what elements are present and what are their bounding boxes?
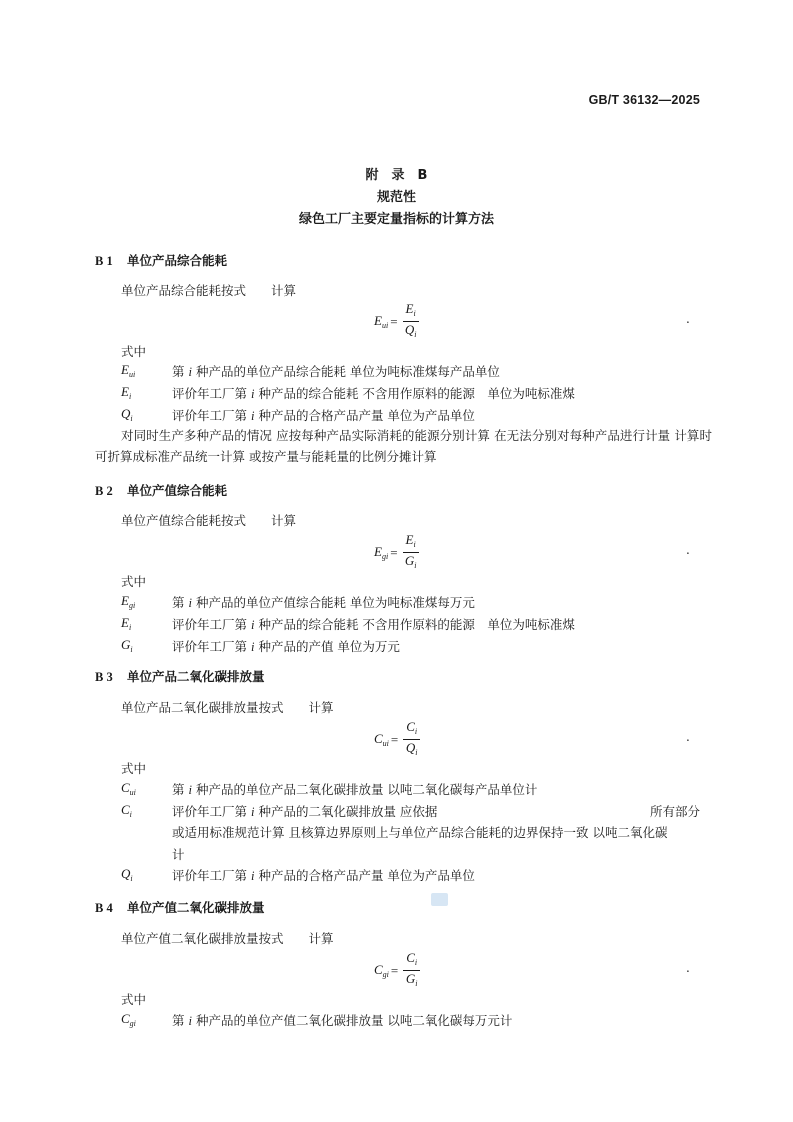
eq-fraction: $\frac{E_i}{G_i}$ bbox=[403, 533, 419, 572]
section-b4-heading bbox=[95, 898, 265, 916]
b1-equation: $E_{ui}$ = $\frac{E_i}{Q_i}$ bbox=[374, 302, 419, 341]
b2-shizhong: 式中 bbox=[121, 574, 147, 589]
section-number: B 3 bbox=[95, 670, 113, 684]
section-title: 单位产品二氧化碳排放量 bbox=[127, 669, 265, 684]
eq-lhs: $E_{ui}$ bbox=[374, 313, 389, 330]
b1-intro: 单位产品综合能耗按式 计算 bbox=[121, 283, 297, 298]
b3-equation: $C_{ui}$ = $\frac{C_i}{Q_i}$ bbox=[374, 720, 420, 759]
b1-shizhong: 式中 bbox=[121, 344, 147, 359]
annex-label: 附 录 B bbox=[365, 168, 428, 183]
eq-end-mark: . bbox=[686, 961, 690, 975]
eq-end-mark: . bbox=[686, 730, 690, 744]
eq-end-mark: . bbox=[686, 312, 690, 326]
b4-equation: $C_{gi}$ = $\frac{C_i}{G_i}$ bbox=[374, 951, 420, 990]
annex-nature: 规范性 bbox=[376, 190, 416, 205]
eq-fraction: $\frac{C_i}{G_i}$ bbox=[403, 951, 420, 990]
section-title: 单位产值二氧化碳排放量 bbox=[127, 900, 265, 915]
watermark-logo bbox=[431, 893, 448, 906]
section-b3-heading bbox=[95, 667, 265, 685]
eq-end-mark: . bbox=[686, 543, 690, 557]
section-b2-heading bbox=[95, 481, 227, 499]
b4-shizhong: 式中 bbox=[121, 992, 147, 1007]
eq-lhs: $C_{gi}$ bbox=[374, 962, 389, 979]
section-number: B 4 bbox=[95, 901, 113, 915]
b2-equation: $E_{gi}$ = $\frac{E_i}{G_i}$ bbox=[374, 533, 419, 572]
section-number: B 2 bbox=[95, 484, 113, 498]
standard-number: GB/T 36132—2025 bbox=[588, 93, 700, 107]
eq-lhs: $E_{gi}$ bbox=[374, 544, 389, 561]
section-b1-heading bbox=[95, 251, 227, 269]
annex-title: 绿色工厂主要定量指标的计算方法 bbox=[298, 212, 494, 227]
section-title: 单位产品综合能耗 bbox=[127, 253, 228, 268]
section-number: B 1 bbox=[95, 254, 113, 268]
eq-fraction: $\frac{C_i}{Q_i}$ bbox=[403, 720, 420, 759]
b1-note: 对同时生产多种产品的情况 应按每种产品实际消耗的能源分别计算 在无法分别对每种产品进行计量 计算时 可折算成标准产品统一计算 或按产量与能耗量的比例分摊计算 bbox=[95, 428, 712, 464]
eq-fraction: $\frac{E_i}{Q_i}$ bbox=[403, 302, 419, 341]
b2-intro: 单位产值综合能耗按式 计算 bbox=[121, 513, 297, 528]
b4-intro: 单位产值二氧化碳排放量按式 计算 bbox=[121, 931, 334, 946]
eq-lhs: $C_{ui}$ bbox=[374, 731, 389, 748]
section-title: 单位产值综合能耗 bbox=[127, 483, 228, 498]
b3-intro: 单位产品二氧化碳排放量按式 计算 bbox=[121, 700, 334, 715]
b3-shizhong: 式中 bbox=[121, 761, 147, 776]
